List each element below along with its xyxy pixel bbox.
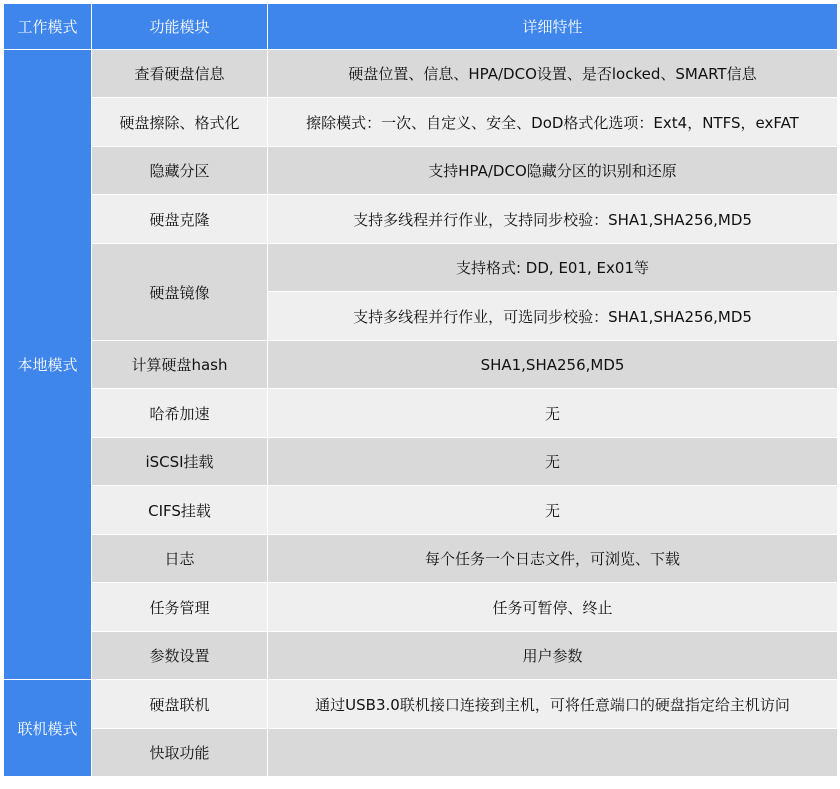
table-row bbox=[4, 729, 838, 777]
feature-cell: 哈希加速 bbox=[92, 389, 268, 438]
table-row bbox=[4, 680, 838, 729]
mode-local: 本地模式 bbox=[4, 50, 92, 680]
detail-cell: 支持HPA/DCO隐藏分区的识别和还原 bbox=[268, 147, 838, 195]
detail-cell: SHA1,SHA256,MD5 bbox=[268, 341, 838, 389]
feature-cell: 计算硬盘hash bbox=[92, 341, 268, 389]
detail-cell: 无 bbox=[268, 389, 838, 438]
table-row bbox=[4, 98, 838, 147]
feature-cell: 硬盘克隆 bbox=[92, 195, 268, 244]
feature-cell: 任务管理 bbox=[92, 583, 268, 632]
feature-cell: iSCSI挂载 bbox=[92, 438, 268, 486]
feature-cell: 日志 bbox=[92, 535, 268, 583]
feature-cell: 查看硬盘信息 bbox=[92, 50, 268, 98]
header-feature: 功能模块 bbox=[92, 4, 268, 50]
header-mode: 工作模式 bbox=[4, 4, 92, 50]
detail-cell: 硬盘位置、信息、HPA/DCO设置、是否locked、SMART信息 bbox=[268, 50, 838, 98]
detail-cell: 任务可暂停、终止 bbox=[268, 583, 838, 632]
feature-cell: 硬盘联机 bbox=[92, 680, 268, 729]
detail-cell: 支持格式: DD, E01, Ex01等 bbox=[268, 244, 838, 292]
table-row bbox=[4, 147, 838, 195]
table-row bbox=[4, 632, 838, 680]
detail-cell: 无 bbox=[268, 486, 838, 535]
feature-spec-table bbox=[3, 3, 838, 777]
detail-cell: 通过USB3.0联机接口连接到主机，可将任意端口的硬盘指定给主机访问 bbox=[268, 680, 838, 729]
table-row bbox=[4, 195, 838, 244]
detail-cell: 支持多线程并行作业，可选同步校验：SHA1,SHA256,MD5 bbox=[268, 292, 838, 341]
table-row bbox=[4, 583, 838, 632]
detail-cell: 无 bbox=[268, 438, 838, 486]
table-header-row bbox=[4, 4, 838, 50]
table-row bbox=[4, 486, 838, 535]
detail-cell: 每个任务一个日志文件，可浏览、下载 bbox=[268, 535, 838, 583]
mode-online: 联机模式 bbox=[4, 680, 92, 777]
detail-cell: 擦除模式：一次、自定义、安全、DoD格式化选项：Ext4，NTFS，exFAT bbox=[268, 98, 838, 147]
feature-cell: 参数设置 bbox=[92, 632, 268, 680]
detail-cell bbox=[268, 729, 838, 777]
header-detail: 详细特性 bbox=[268, 4, 838, 50]
table-row bbox=[4, 244, 838, 292]
feature-cell: 快取功能 bbox=[92, 729, 268, 777]
table-row bbox=[4, 535, 838, 583]
table-row bbox=[4, 341, 838, 389]
feature-cell: 隐藏分区 bbox=[92, 147, 268, 195]
detail-cell: 用户参数 bbox=[268, 632, 838, 680]
table-row bbox=[4, 50, 838, 98]
table-row bbox=[4, 389, 838, 438]
table-row bbox=[4, 438, 838, 486]
feature-cell: 硬盘镜像 bbox=[92, 244, 268, 341]
feature-cell: CIFS挂载 bbox=[92, 486, 268, 535]
detail-cell: 支持多线程并行作业，支持同步校验：SHA1,SHA256,MD5 bbox=[268, 195, 838, 244]
feature-cell: 硬盘擦除、格式化 bbox=[92, 98, 268, 147]
